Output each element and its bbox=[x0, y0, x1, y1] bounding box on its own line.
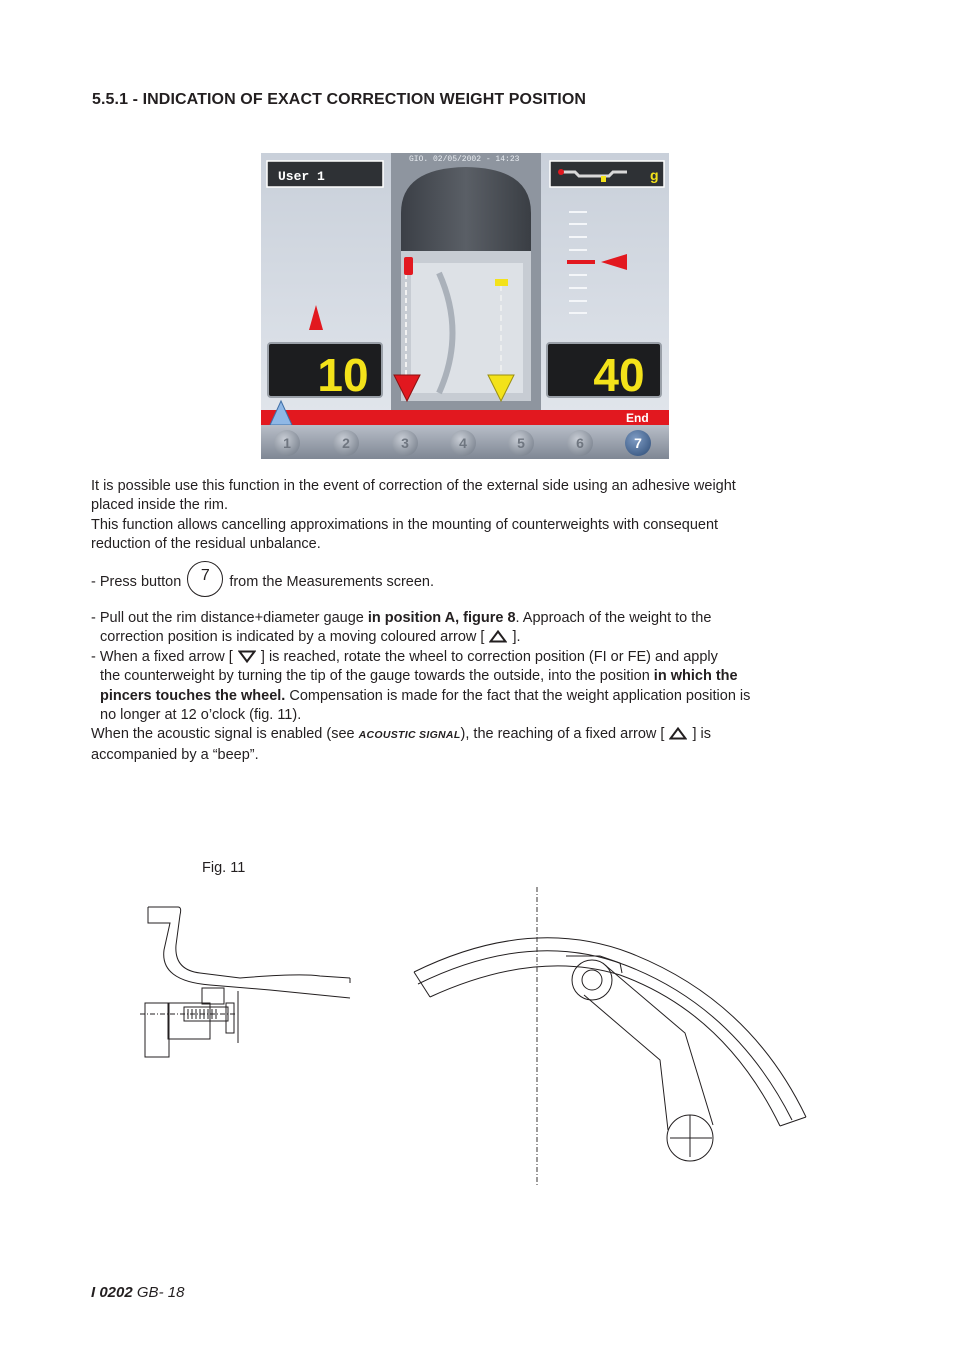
progress-bar bbox=[261, 410, 669, 425]
instruction-pull: - Pull out the rim distance+diameter gauge in position A, figure 8. Approach of the weight to the bbox=[91, 610, 712, 626]
left-value: 10 bbox=[317, 349, 369, 401]
triangle-down-icon bbox=[238, 650, 256, 663]
right-value: 40 bbox=[593, 349, 645, 401]
user-label: User 1 bbox=[278, 169, 325, 184]
press-button-line: - Press button 7 from the Measurements screen. bbox=[91, 569, 434, 605]
step-1[interactable]: 1 bbox=[283, 435, 291, 451]
step-7-active[interactable]: 7 bbox=[634, 435, 642, 451]
section-heading: 5.5.1 - INDICATION OF EXACT CORRECTION WEIGHT POSITION bbox=[92, 91, 587, 108]
instructions-block: - Pull out the rim distance+diameter gauge in position A, figure 8. Approach of the weight to the correction position is indicated by a moving coloured arrow [ ]. - When a fixed arrow [ ] is reached, rotate the wheel to correction position (FI or FE) and apply the counterweight by turning the tip of the gauge towards the outside, into the position in which the pincers touches the wheel. Compensation is made for the fact that the weight application position is no longer at 12 o’clock (fig. 11). When the acoustic signal is enabled (see ACOUSTIC SIGNAL), the reaching of a fixed arrow [ ] is accompanied by a “beep”. bbox=[91, 610, 751, 763]
figure-11-drawing bbox=[130, 885, 830, 1195]
figure-label: Fig. 11 bbox=[202, 860, 246, 876]
weight-marker-yellow bbox=[495, 279, 508, 286]
step-5[interactable]: 5 bbox=[517, 435, 525, 451]
step-3[interactable]: 3 bbox=[401, 435, 409, 451]
triangle-up-icon bbox=[669, 727, 687, 740]
key-7-icon: 7 bbox=[187, 561, 223, 597]
balancer-screen bbox=[261, 153, 669, 459]
end-label: End bbox=[626, 411, 649, 425]
balancer-screen-graphic bbox=[261, 153, 669, 459]
instruction-correction: correction position is indicated by a moving coloured arrow [ ]. bbox=[100, 629, 521, 646]
triangle-up-icon bbox=[489, 630, 507, 643]
paragraph-2: This function allows cancelling approximations in the mounting of counterweights with consequent reduction of the residual unbalance. bbox=[91, 517, 719, 553]
page-footer: I 0202 GB- 18 bbox=[91, 1284, 185, 1301]
weight-marker-red bbox=[404, 257, 413, 275]
acoustic-signal-note: When the acoustic signal is enabled (see ACOUSTIC SIGNAL), the reaching of a fixed arrow [ ] is bbox=[91, 726, 712, 743]
step-6[interactable]: 6 bbox=[576, 435, 584, 451]
step-4[interactable]: 4 bbox=[459, 435, 467, 451]
instruction-fixed-arrow: - When a fixed arrow [ ] is reached, rotate the wheel to correction position (FI or FE) and apply bbox=[91, 648, 718, 665]
step-2[interactable]: 2 bbox=[342, 435, 350, 451]
paragraph-1: It is possible use this function in the event of correction of the external side using an adhesive weight placed inside the rim. bbox=[91, 478, 736, 514]
datetime-label: GIO. 02/05/2002 - 14:23 bbox=[409, 155, 520, 164]
unit-label: g bbox=[650, 167, 659, 183]
